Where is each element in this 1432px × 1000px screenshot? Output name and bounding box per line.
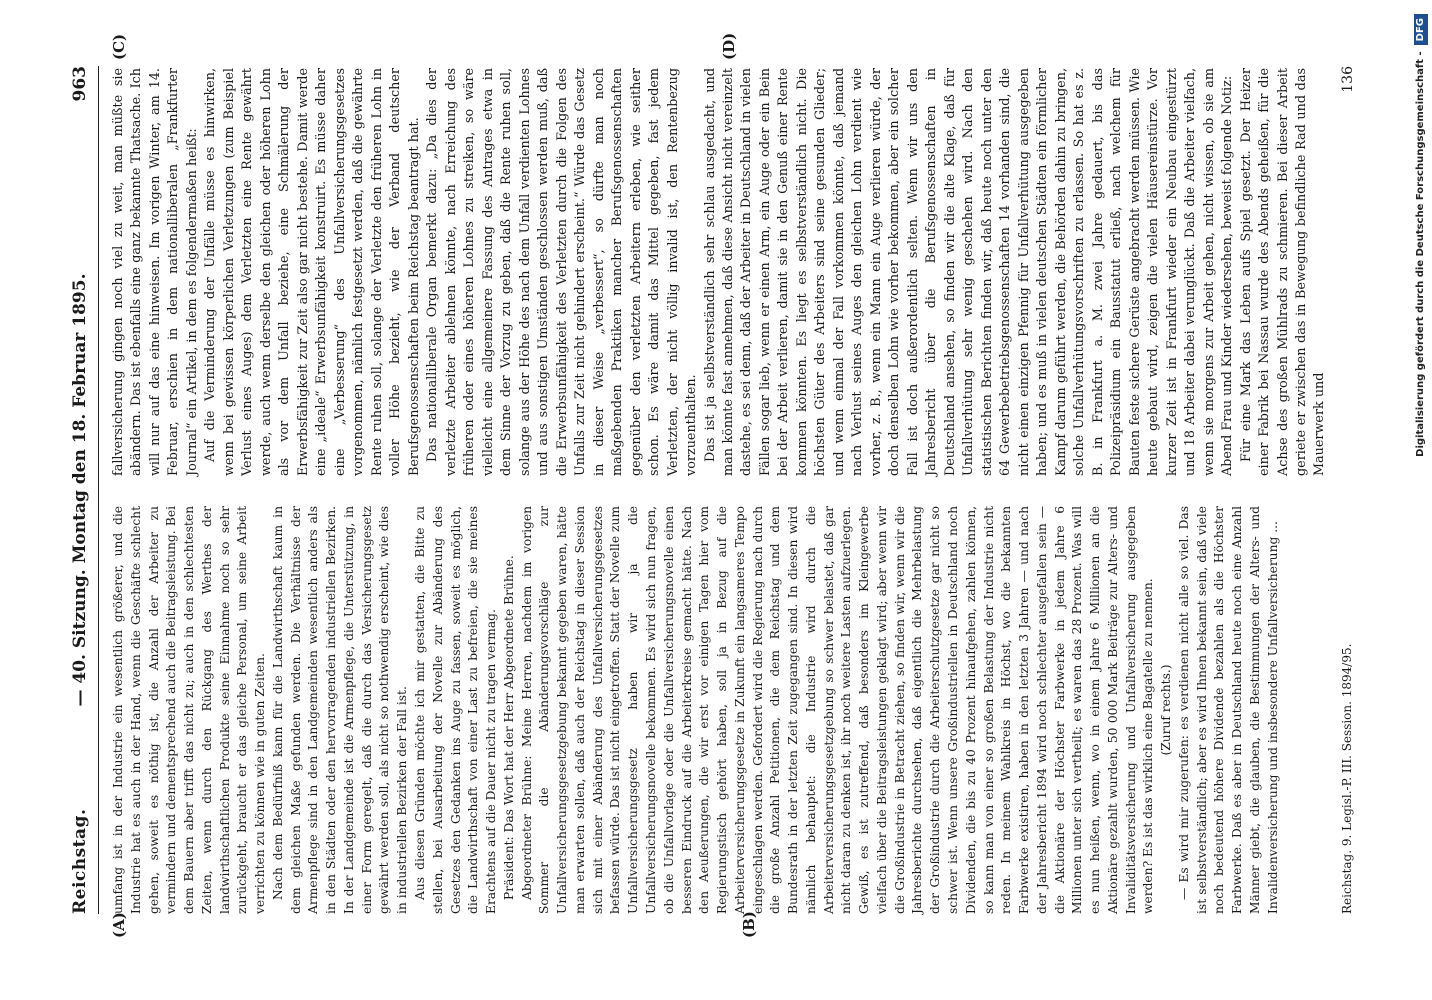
paragraph: fallversicherung gingen noch viel zu weit, man müßte sie abändern. Das ist ebenfalls eine ganz bekannte Thatsache. Ich will nur auf das eine hinweisen. Im vorigen Winter, am 14. Februar, erschien in dem nationalliberalen „Frankfurter Journal“ ein Artikel, in dem es folgendermaßen heißt:	[111, 68, 200, 476]
margin-marker-a: (A)	[110, 912, 128, 938]
margin-marker-d: (D)	[720, 32, 738, 60]
paragraph: Das ist ja selbstverständlich sehr schlau ausgedacht, und man könnte fast annehmen, daß diese Ansicht nicht vereinzelt dastehe, es sei denn, daß der Arbeiter in Deutschland in vielen Fällen sogar lieb, wenn er einen Arm, ein Auge oder ein Bein bei der Arbeit verlieren, damit sie in den Genuß einer Rente kommen könnten. Es liegt es selbstverständlich nicht. Die höchsten Güter des Arbeiters sind seine gesunden Glieder; und wenn einmal der Fall vorkommen könnte, daß jemand nach Verlust seines Auges den gleichen Lohn verdient wie vorher, z. B., wenn ein Mann ein Auge verlieren würde, der doch denselben Lohn wie vorher bekommen, aber ein solcher Fall ist doch außerordentlich selten. Wenn wir uns den Jahresbericht über die Berufsgenossenschaften in Deutschland ansehen, so finden wir die alte Klage, daß für Unfallverhütung sehr wenig geschehen wird. Nach den statistischen Berichten finden wir, daß heute noch unter den 64 Gewerbebetriebsgenossenschaften 14 vorhanden sind, die nicht einen einzigen Pfennig für Unfallverhütung ausgegeben haben; und es muß in vielen deutschen Städten ein förmlicher Kampf darum geführt werden, die Behörden dahin zu bringen, solche Unfallverhütungsvorschriften zu erlassen. So hat es z. B. in Frankfurt a. M. zwei Jahre gedauert, bis das Polizeipräsidium ein Bausstatut erließ, nach welchem für Bauten feste sichere Gerüste angebracht werden müssen. Wie heute gebaut wird, zeigen die vielen Häusereinstürze. Vor kurzer Zeit ist in Frankfurt wieder ein Neubau eingestürzt und 18 Arbeiter dabei verunglückt. Daß die Arbeiter vielfach, wenn sie morgens zur Arbeit gehen, nicht wissen, ob sie am Abend Frau und Kinder wiedersehen, beweist folgende Notiz:	[702, 68, 1236, 476]
sheet-number: 136	[1340, 66, 1356, 93]
paragraph: Nach dem Bedürfniß kann für die Landwirthschaft kaum in dem gleichen Maße gefunden werden. Die Verhältnisse der Armenpflege sind in den Landgemeinden wesentlich anders als in den Städten oder den hervorragenden industriellen Bezirken. In der Landgemeinde ist die Armenpflege, die Unterstützung, in einer Form geregelt, daß die durch das Versicherungsgesetz gewährt werden soll, als nicht so nothwendig erscheint, wie dies in industriellen Bezirken der Fall ist.	[270, 506, 410, 914]
margin-marker-c: (C)	[110, 33, 128, 60]
interjection: (Zuruf rechts.)	[1159, 664, 1174, 756]
paragraph: — Es wird mir zugerufen: es verdienen nicht alle so viel. Das ist selbstverständlich; aber es wird Ihnen bekannt sein, daß viele noch bedeutend höhere Dividende bezahlen als die Höchster Farbwerke. Daß es aber in Deutschland heute noch eine Anzahl Männer giebt, die glauben, die Bestimmungen der Alters- und Invalidenversicherung und insbesondere Unfallversicherung ...	[1176, 506, 1280, 914]
page-number: 963	[70, 66, 90, 102]
paragraph: Das nationalliberale Organ bemerkt dazu: „Da dies der verletzte Arbeiter ablehnen könnte, nach Erreichung des früheren oder eines höheren Lohnes zu streiken, so wäre vielleicht eine allgemeinere Fassung des Antrages etwa in dem Sinne der Vorzug zu geben, daß die Rente ruhen soll, solange aus der Höhe des nach dem Unfall verdienten Lohnes und aus sonstigen Umständen geschlossen werden muß, daß die Erwerbsunfähigkeit des Verletzten durch die Folgen des Unfalls zur Zeit nicht gehindert erscheint.“ Würde das Gesetz in dieser Weise „verbessert“, so dürfte man noch maßgebenden Praktiken mancher Berufsgenossenschaften gegenüber den verletzten Arbeitern erleben, wie seither schon. Es wäre damit das Mittel gegeben, fast jedem Verletzten, der nicht völlig invalid ist, den Rentenbezug vorzuenthalten.	[425, 68, 700, 476]
header-center: — 40. Sitzung. Montag den 18. Februar 1895.	[70, 273, 90, 707]
paragraph: Für eine Mark das Leben aufs Spiel gesetzt. Der Heizer einer Fabrik bei Nassau wurde des Abends geheißen, für die Achse des großen Mühlrads zu schmieren. Bei dieser Arbeit geriete er zwischen das in Bewegung befindliche Rad und das Mauerwerk und	[1238, 68, 1328, 476]
quotation: Auf die Verminderung der Unfälle müsse es hinwirken, wenn bei gewissen körperlichen Verletzungen (zum Beispiel Verlust eines Auges) dem Verletzten eine Rente gewährt werde, auch wenn derselbe den gleichen oder höheren Lohn als vor dem Unfall beziehe, eine Schmälerung der Erwerbsfähigkeit zur Zeit also gar nicht bestehe. Damit werde eine „ideale“ Erwerbsunfähigkeit konstruirt. Es müsse daher eine „Verbesserung“ des Unfallversicherungsgesetzes vorgenommen, nämlich festgesetzt werden, daß die gewährte Rente ruhen soll, solange der Verletzte den früheren Lohn in voller Höhe bezieht, wie der Verband deutscher Berufsgenossenschaften beim Reichstag beantragt hat.	[203, 68, 422, 476]
digitization-credit	[1410, 0, 1432, 1000]
page-header	[70, 66, 99, 914]
header-left: Reichstag.	[70, 808, 90, 914]
right-column	[110, 68, 1330, 476]
dfg-logo: DFG	[1414, 14, 1428, 45]
credit-text: Digitalisierung gefördert durch die Deutsche Forschungsgemeinschaft -	[1415, 51, 1426, 457]
paragraph: umfang ist in der Industrie ein wesentlich größerer, und die Industrie hat es auch in der Hand, wenn die Geschäfte schlecht gehen, soweit es nöthig ist, die Anzahl der Arbeiter zu vermindern und dementsprechend auch die Beitragsleistung. Bei dem Bauern aber trifft das nicht zu; auch in den schlechtesten Zeiten, wenn durch den Rückgang des Werthes der landwirthschaftlichen Produkte seine Einnahme noch so sehr zurückgeht, braucht er das gleiche Personal, um seine Arbeit verrichten zu können wie in guten Zeiten.	[111, 506, 268, 914]
margin-marker-b: (B)	[740, 911, 758, 938]
paragraph: Präsident: Das Wort hat der Herr Abgeordnete Brühne.	[501, 555, 516, 900]
left-column	[110, 506, 1283, 914]
digitization-sidebar	[1410, 0, 1432, 1000]
session-footer: Reichstag. 9. Legisl.-P. III. Session. 1894/95.	[1340, 643, 1354, 914]
paragraph: Abgeordneter Brühne: Meine Herren, nachdem im vorigen Sommer die Abänderungsvorschläge zur Unfallversicherungsgesetzgebung bekannt gegeben waren, hätte man erwarten sollen, daß auch der Reichstag in dieser Session sich mit einer Abänderung des Unfallversicherungsgesetzes befassen würde. Das ist nicht eingetroffen. Statt der Novelle zum Unfallversicherungsgesetz haben wir ja die Unfallversicherungsnovelle bekommen. Es wird sich nun fragen, ob die Unfallvorlage oder die Unfallversicherungsnovelle einen besseren Eindruck auf die Arbeiterkreise gemacht hätte. Nach den Aeußerungen, die wir erst vor einigen Tagen hier vom Regierungstisch gehört haben, soll ja in Bezug auf die Arbeiterversicherungsgesetze in Zukunft ein langsameres Tempo eingeschlagen werden. Gefordert wird die Regierung nach durch die große Anzahl Petitionen, die dem Reichstag und dem Bundesrath in der letzten Zeit zugegangen sind. In diesen wird nämlich behauptet: die Industrie wird durch die Arbeiterversicherungsgesetzgebung so schwer belastet, daß gar nicht daran zu denken ist, ihr noch weitere Lasten aufzuerlegen. Gewiß, es ist zutreffend, daß besonders im Kleingewerbe vielfach über die Beitragsleistungen geklagt wird; aber wenn wir die Großindustrie in Betracht ziehen, so finden wir, wenn wir die Jahresberichte durchsehen, daß eigentlich die Mehrbelastung der Großindustrie durch die Arbeiterschutzgesetze gar nicht so schwer ist. Wenn unsere Großindustriellen in Deutschland noch Dividenden, die bis zu 40 Prozent hinaufgehen, zahlen können, so kann man von einer so großen Belastung der Industrie nicht reden. In meinem Wahlkreis in Höchst, wo die bekannten Farbwerke existiren, haben in den letzten 3 Jahren — und nach der Jahresbericht 1894 wird noch schlechter ausgefallen sein — die Aktionäre der Höchster Farbwerke in jedem Jahre 6 Millionen unter sich vertheilt; es waren das 28 Prozent. Was will es nun heißen, wenn, wo in einem Jahre 6 Millionen an die Aktionäre gezahlt wurden, 50 000 Mark Beiträge zur Alters- und Invaliditätsversicherung und Unfallversicherung ausgegeben werden? Es ist das wirklich eine Bagatelle zu nennen.	[519, 506, 1156, 914]
paragraph: Aus diesen Gründen möchte ich mir gestatten, die Bitte zu stellen, bei Ausarbeitung der Novelle zur Abänderung des Gesetzes den Gedanken ins Auge zu fassen, soweit es möglich, die Landwirthschaft von einer Last zu befreien, die sie meines Erachtens auf die Dauer nicht zu tragen vermag.	[413, 506, 499, 914]
